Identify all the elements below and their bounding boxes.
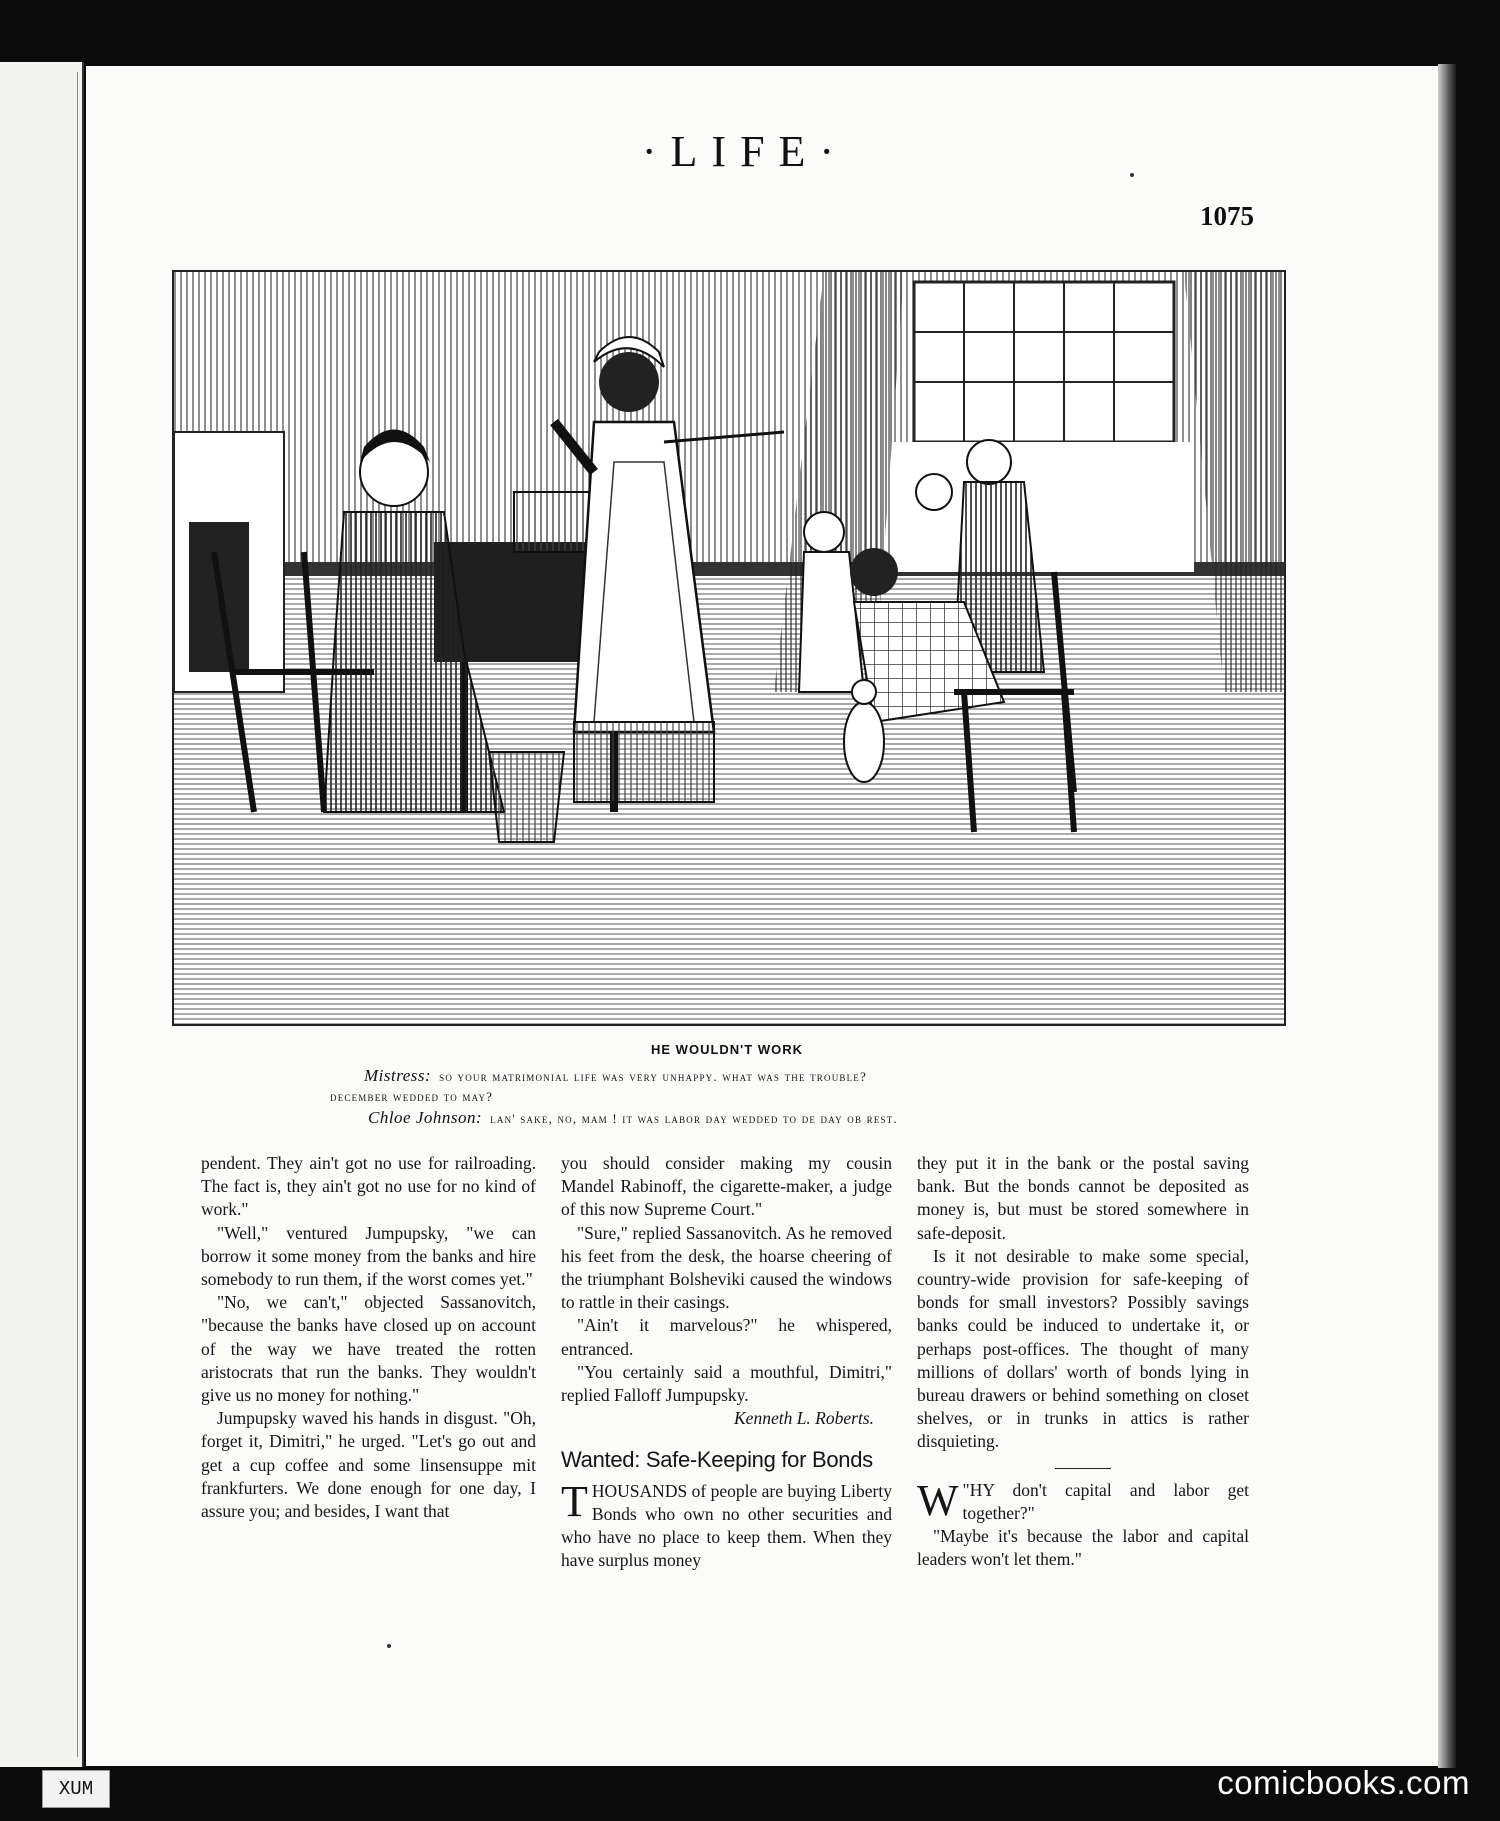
paragraph: "You certainly said a mouthful, Dimitri," replied Falloff Jumpupsky. (561, 1361, 892, 1406)
paragraph: "Sure," replied Sassanovitch. As he removed his feet from the desk, the hoarse cheering of the triumphant Bolsheviki caused the windows to rattle in their casings. (561, 1222, 892, 1313)
drop-cap: W (917, 1475, 959, 1525)
page-edge-shadow (1438, 64, 1456, 1768)
paragraph: "No, we can't," objected Sassanovitch, "because the banks have closed up on account of the way we have treated the rotten aristocrats that run the banks. They wouldn't give us no money for nothing." (201, 1292, 536, 1406)
author-signature: Kenneth L. Roberts. (734, 1408, 874, 1429)
section-heading: Wanted: Safe-Keeping for Bonds (561, 1447, 873, 1473)
paragraph: you should consider making my cousin Mandel Rabinoff, the cigarette-maker, a judge of this now Supreme Court." (561, 1153, 892, 1220)
drop-cap: T (561, 1476, 588, 1526)
caption-dialogue-chloe: lan' sake, no, mam ! it was labor day wedded to de day ob rest. (490, 1111, 898, 1126)
caption-line-mistress (364, 1066, 867, 1086)
paragraph: "Well," ventured Jumpupsky, "we can borrow it some money from the banks and hire somebody to run them, if the worst comes yet." (201, 1222, 536, 1290)
caption-line-chloe (368, 1108, 898, 1128)
scan-tag: XUM (42, 1770, 110, 1808)
paragraph (561, 1476, 892, 1573)
paragraph: pendent. They ain't got no use for railroading. The fact is, they ain't got no use for no kind of work." (201, 1153, 536, 1220)
print-speck (387, 1644, 391, 1648)
quote-mark: " (962, 1479, 970, 1500)
watermark: comicbooks.com (1217, 1764, 1470, 1801)
caption-title: HE WOULDN'T WORK (651, 1042, 803, 1057)
caption-speaker-chloe: Chloe Johnson: (368, 1108, 483, 1127)
article-column-1 (201, 1152, 536, 1523)
paragraph: "Maybe it's because the labor and capital leaders won't let them." (917, 1526, 1249, 1570)
paragraph: Is it not desirable to make some special, country-wide provision for safe-keeping of bonds for small investors? Possibly savings banks could be induced to undertake it, or perhaps post-offices. The thought of many millions of dollars' worth of bonds lying in bureau drawers or behind something on closet shelves, or in trunks in attics is rather disquieting. (917, 1245, 1249, 1452)
paragraph-text: HY don't capital and labor get together?" (962, 1479, 1249, 1523)
section-divider (1055, 1468, 1111, 1469)
caption-line-continuation: december wedded to may? (330, 1089, 494, 1104)
previous-page-edge (0, 62, 84, 1767)
article-column-2 (561, 1152, 892, 1572)
paragraph (917, 1475, 1249, 1525)
paragraph: Jumpupsky waved his hands in disgust. "Oh, forget it, Dimitri," he urged. "Let's go out and get a cup coffee and some linsensuppe mit frankfurters. We done enough for one day, I assure you; and besides, I want that (201, 1408, 536, 1522)
article-column-3 (917, 1152, 1249, 1571)
paragraph: "Ain't it marvelous?" he whispered, entranced. (561, 1315, 892, 1359)
paragraph: they put it in the bank or the postal saving bank. But the bonds cannot be deposited as money is, but must be stored somewhere in safe-deposit. (917, 1153, 1249, 1243)
caption-speaker-mistress: Mistress: (364, 1066, 432, 1085)
page-number: 1075 (1200, 201, 1254, 231)
paragraph-text: HOUSANDS of people are buying Liberty Bonds who own no other securities and who have no place to keep them. When they have surplus money (561, 1480, 892, 1571)
cartoon-illustration (172, 270, 1286, 1026)
caption-dialogue-mistress: so your matrimonial life was very unhappy. what was the trouble? (439, 1069, 867, 1084)
illustration-drawing (174, 272, 1284, 1024)
masthead-title: ·LIFE· (641, 127, 849, 176)
print-speck (1130, 173, 1134, 177)
